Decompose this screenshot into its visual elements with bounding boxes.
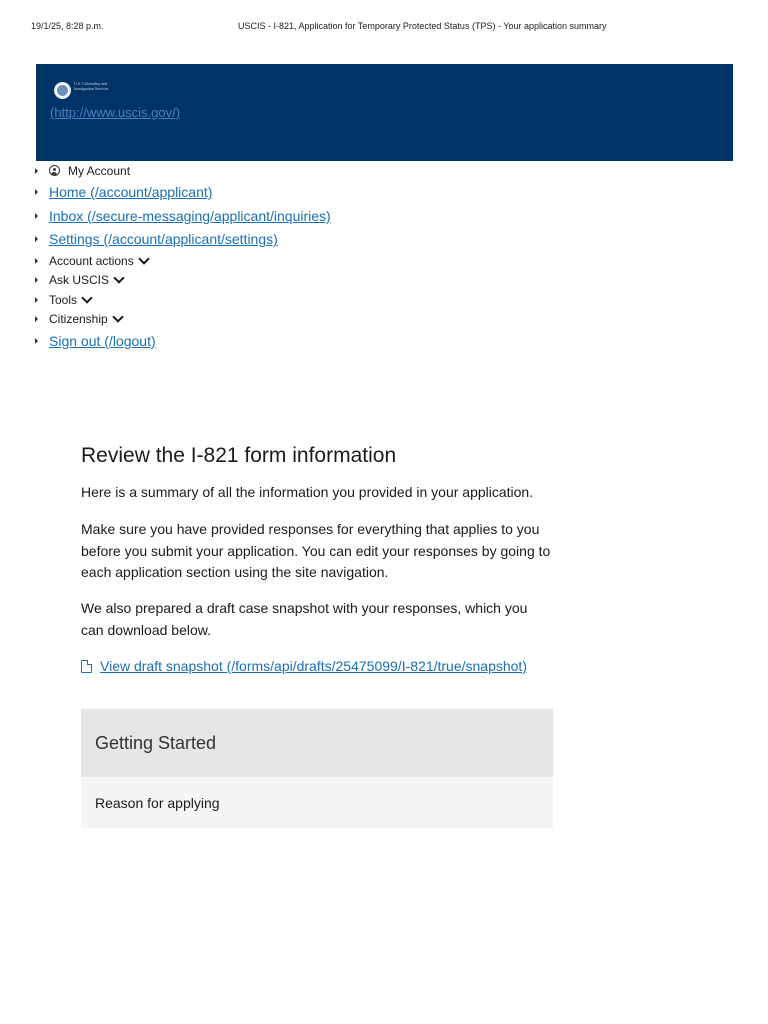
logo-text: U.S. Citizenship and Immigration Services (74, 81, 109, 91)
nav-item-citizenship[interactable] (35, 310, 435, 330)
nav-item-tools[interactable] (35, 290, 435, 310)
user-circle-icon (49, 165, 60, 176)
print-page-title: USCIS - I-821, Application for Temporary Protected Status (TPS) - Your application summary (238, 21, 607, 31)
sign-out-link[interactable]: Sign out (/logout) (49, 332, 156, 349)
print-datetime: 19/1/25, 8:28 p.m. (31, 21, 104, 31)
summary-intro-text: Here is a summary of all the information you provided in your application. (81, 484, 534, 500)
main-content (81, 440, 553, 674)
summary-instructions-text: Make sure you have provided responses for everything that applies to you before you submit your application. You can edit your responses by going to each application section using the site navigation. (81, 521, 551, 580)
nav-label: Citizenship (49, 312, 108, 327)
nav-item-home (35, 181, 435, 205)
nav-item-ask-uscis[interactable] (35, 271, 435, 291)
nav-label: Ask USCIS (49, 273, 110, 288)
pdf-file-icon (81, 660, 92, 673)
settings-link[interactable]: Settings (/account/applicant/settings) (49, 231, 278, 248)
nav-label: My Account (68, 163, 131, 178)
page-title: Review the I-821 form information (81, 444, 397, 467)
nav-item-my-account[interactable] (35, 161, 435, 181)
view-draft-snapshot-link[interactable]: View draft snapshot (/forms/api/drafts/25475099/I-821/true/snapshot) (100, 658, 527, 674)
nav-label: Tools (49, 292, 78, 307)
nav-item-sign-out (35, 329, 435, 353)
uscis-home-link[interactable]: (http://www.uscis.gov/) (50, 105, 181, 120)
section-item: Reason for applying (81, 777, 553, 828)
chevron-down-icon (138, 253, 149, 264)
nav-item-settings (35, 228, 435, 252)
account-nav (35, 161, 435, 353)
chevron-down-icon (81, 292, 92, 303)
nav-item-inbox (35, 204, 435, 228)
chevron-down-icon (112, 312, 123, 323)
uscis-logo[interactable] (54, 82, 114, 99)
nav-label: Account actions (49, 253, 134, 268)
home-link[interactable]: Home (/account/applicant) (49, 184, 213, 201)
snapshot-info-text: We also prepared a draft case snapshot with your responses, which you can download below. (81, 600, 528, 638)
section-title: Getting Started (81, 709, 553, 777)
print-header (0, 0, 768, 50)
summary-section-card (81, 709, 553, 828)
inbox-link[interactable]: Inbox (/secure-messaging/applicant/inquiries) (49, 207, 331, 224)
nav-item-account-actions[interactable] (35, 251, 435, 271)
chevron-down-icon (113, 273, 124, 284)
draft-snapshot-row (81, 658, 527, 674)
uscis-seal-icon (54, 82, 71, 99)
